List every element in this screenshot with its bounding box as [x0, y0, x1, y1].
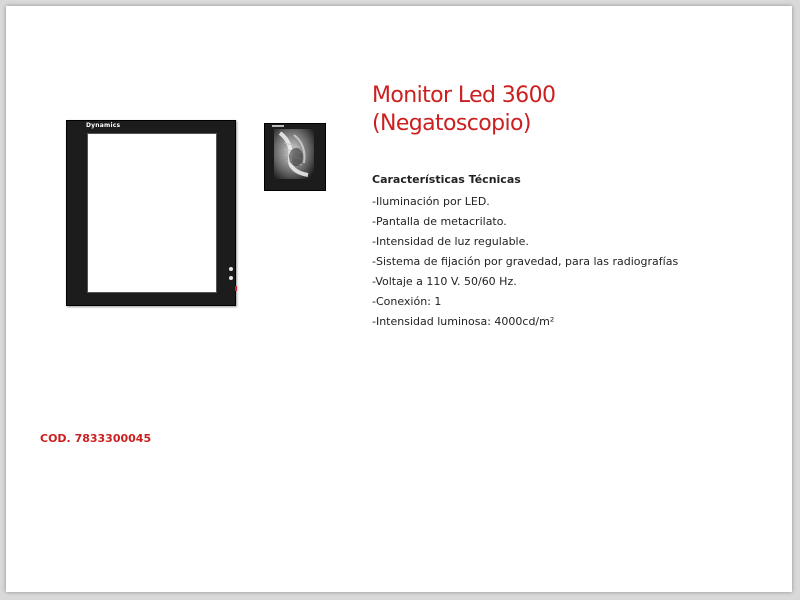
dimmer-button-icon: [229, 276, 233, 280]
switch-icon: [235, 286, 237, 291]
spec-item: -Iluminación por LED.: [372, 195, 490, 208]
specs-section: [372, 172, 678, 332]
spec-item: -Pantalla de metacrilato.: [372, 215, 507, 228]
product-code: COD. 7833300045: [40, 432, 152, 445]
product-title-line2: (Negatoscopio): [372, 111, 531, 136]
product-title-line1: Monitor Led 3600: [372, 83, 556, 108]
spec-item: -Voltaje a 110 V. 50/60 Hz.: [372, 275, 517, 288]
spec-item: -Intensidad luminosa: 4000cd/m²: [372, 315, 555, 328]
product-page: [6, 6, 792, 592]
product-image-lightbox: [66, 120, 236, 306]
spec-item: -Conexión: 1: [372, 295, 442, 308]
power-button-icon: [229, 267, 233, 271]
spec-item: -Intensidad de luz regulable.: [372, 235, 529, 248]
product-image-xray-view: [264, 123, 326, 191]
xray-film-image: [274, 129, 314, 179]
xray-chest-icon: [274, 129, 314, 179]
specs-heading: Características Técnicas: [372, 173, 521, 186]
product-title: [372, 82, 555, 138]
lightbox-screen: [87, 133, 217, 293]
mini-brand-mark: [272, 125, 284, 127]
spec-item: -Sistema de fijación por gravedad, para las radiografías: [372, 255, 679, 268]
brand-label: Dynamics: [86, 122, 121, 129]
